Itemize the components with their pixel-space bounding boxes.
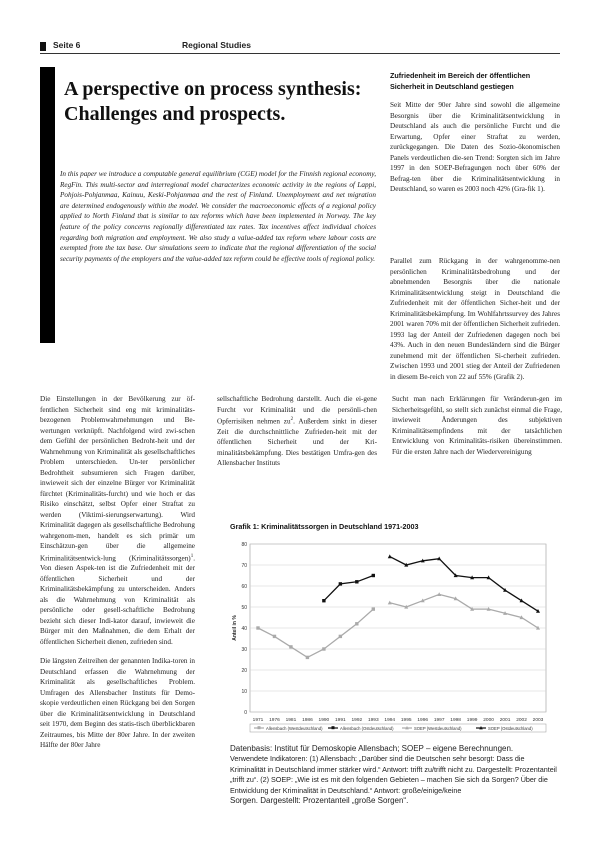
x-tick-label: 2003: [532, 718, 544, 723]
y-axis-label: Anteil in %: [232, 615, 238, 641]
col1-paragraph-1: [40, 394, 195, 647]
data-point: [339, 582, 342, 585]
x-tick-label: 1992: [351, 718, 363, 723]
data-point: [322, 647, 325, 650]
data-point: [256, 626, 259, 629]
y-tick-label: 10: [241, 689, 247, 695]
chart-title: Grafik 1: Kriminalitätssorgen in Deutschland 1971-2003: [230, 522, 419, 531]
x-tick-label: 1998: [450, 718, 461, 723]
body-column-1: [40, 394, 195, 760]
side-paragraph-1: Seit Mitte der 90er Jahre sind sowohl die allgemeine Besorgnis über die Kriminalitätsentwicklung in Deutschland als auch die persönliche Furcht und die Erwartung, Opfer einer Straftat zu werden, zurückgegangen. Die Daten des Sozio-ökonomischen Panels verdeutlichen die-sen Trend: Sorgten sich im Jahre 1997 in den SOEP-Befragungen noch über 60% der Befrag-ten über die Kriminalitätsentwicklung in Deutschland, so waren es 2003 noch 42% (Gra-fik 1).: [390, 101, 560, 193]
y-tick-label: 30: [241, 647, 247, 653]
y-tick-label: 80: [241, 542, 247, 548]
data-point: [372, 607, 375, 610]
section-label: Regional Studies: [182, 40, 251, 50]
x-tick-label: 1994: [384, 718, 396, 723]
col2-paragraph: [217, 394, 377, 469]
y-tick-label: 20: [241, 668, 247, 674]
data-point: [388, 554, 392, 558]
col1-paragraph-2: Die längsten Zeitreihen der genannten Indika-toren in Deutschland erfassen die Wahrnehmung der Kriminalität als gesellschaftliches Problem. Umfragen des Allensbacher Instituts für Demo-skopie verdeutlichen einen Rückgang bei den Sorgen über die Kriminalitätsentwicklung in Deutschland seit 1970, dem Beginn des statis-tisch überblickbaren Zeitraumes, bis Mitte der 80er Jahre. In der zweiten Hälfte der 80er Jahre: [40, 657, 195, 750]
data-point: [355, 622, 358, 625]
abstract: In this paper we introduce a computable general equilibrium (CGE) model for the Finnish regional economy, RegFin. This multi-sector and interregional model characterizes economic activity in the regions of Lappi, Pohjois-Pohjanmaa, Kainuu, Keski-Pohjanmaa and the rest of Finland. Unemployment and net migration are determined endogenously within the model. We consider the macroeconomic effects of a regional policy applied to North Finland that is similar to tax reforms which have been implemented in Norway. The key feature of the policy concerns regionally differentiated tax rates. Tax incentives affect individual choices regarding both migration and employment. We also study a value-added tax reform where labour costs are exempted from the tax base. Our simulations seem to indicate that the regional differentiation of the social security payments of the employers and the value-added tax reform could be effective tools of regional policy.: [60, 170, 376, 263]
data-point: [322, 599, 325, 602]
col1-text-b: . Von diesen Aspek-ten ist die Zufriedenheit mit der öffentlichen Sicherheit und der Kriminalitätsbekämpfung zu unterscheiden. Anders als die Wahrnehmung von Kriminalität als persönliche oder gesell-schaftliche Bedrohung bezieht sich dieser Indi-kator darauf, inwieweit die Bürger mit den Maßnahmen, die dem Erhalt der öffentlichen Sicherheit dienen, zufrieden sind.: [40, 553, 195, 646]
series-line-0: [258, 609, 373, 657]
header-rule: [40, 53, 560, 54]
title-block: [40, 67, 380, 347]
page-header: [40, 40, 560, 54]
y-tick-label: 40: [241, 626, 247, 632]
footnote-ref-2: 2: [290, 417, 294, 422]
side-paragraph-2: Parallel zum Rückgang in der wahrgenomme-nen persönlichen Kriminalitätsbedrohung und der abnehmenden Besorgnis über die nationale Kriminalitätsentwicklung steigt in Deutschland die Zufriedenheit mit der öffentlichen Sicher-heit und der Kriminalitätsbekämpfung. Im Wohlfahrtssurvey des Jahres 2001 waren 70% mit der öffentlichen Sicherheit zufrieden. 1993 lag der Anteil der Zufriedenen dagegen noch bei 43%. Auch in den neuen Bundesländern sind die Bürger zunehmend mit der öffentlichen Si-cherheit zufrieden. Zwischen 1993 und 2001 stieg der Anteil der Zufriedenen in diesem Be-reich von 22 auf 55% (Grafik 2).: [390, 257, 560, 381]
data-point: [306, 656, 309, 659]
header-marker: [40, 42, 46, 51]
caption-source: Datenbasis: Institut für Demoskopie Allensbach; SOEP – eigene Berechnungen.: [230, 744, 514, 753]
legend-label: Allensbach (Ostdeutschland): [340, 725, 394, 731]
col2-text-a: sellschaftliche Bedrohung darstellt. Auch die ei-gene Furcht vor Kriminalität und die persönli-chen Opferrisiken nehmen zu: [217, 395, 377, 426]
x-tick-label: 1990: [318, 718, 330, 723]
x-tick-label: 1991: [335, 718, 346, 723]
data-point: [273, 635, 276, 638]
x-tick-label: 1971: [252, 718, 264, 723]
y-tick-label: 60: [241, 584, 247, 590]
y-tick-label: 50: [241, 605, 247, 611]
x-tick-label: 1993: [367, 718, 379, 723]
y-tick-label: 0: [244, 710, 247, 716]
caption-tail: Sorgen. Dargestellt: Prozentanteil „große Sorgen“.: [230, 796, 409, 806]
x-tick-label: 1997: [433, 718, 445, 723]
col1-text-a: Die Einstellungen in der Bevölkerung zur öf-fentlichen Sicherheit sind eng mit kriminalitäts-bezogenen Problemwahrnehmungen und Be-wertungen verknüpft. Nachfolgend wird zwi-schen dem Gefühl der persönlichen Bedroht-heit und der Wahrnehmung von Kriminalität als gesellschaftliches Problem unterschieden. Un-ter persönlicher Bedrohtheit subsumieren sich Fragen darüber, inwieweit sich der einzelne Bürger vor Kriminalität fürchtet (Kriminalitäts-furcht) und wie hoch er das Risiko einschätzt, selbst Opfer einer Straftat zu werden (Viktimi-sierungserwartung). Wird Kriminalität dagegen als gesellschaftliche Bedrohung wahrgenom-men, handelt es sich primär um Einschätzun-gen über die allgemeine Kriminalitätsentwick-lung (Kriminalitätssorgen): [40, 395, 195, 562]
legend-marker: [258, 726, 261, 729]
x-tick-label: 2000: [483, 718, 494, 723]
title-accent-bar: [40, 67, 55, 343]
data-point: [355, 580, 358, 583]
x-tick-label: 1981: [285, 718, 297, 723]
body-column-2: [217, 394, 377, 469]
series-line-2: [390, 594, 538, 628]
data-point: [372, 574, 375, 577]
x-tick-label: 1999: [466, 718, 478, 723]
legend-label: SOEP (Westdeutschland): [414, 725, 462, 731]
col3-paragraph: Sucht man nach Erklärungen für Veränderun-gen im Sicherheitsgefühl, so stellt sich zunächst einmal die Frage, inwieweit Änderungen des subjektiven Kriminalitätsempfindens mit der tatsächlichen Entwicklung von Kriminalitäts-risiken übereinstimmen. Für die ersten Jahre nach der Wiedervereinigung: [392, 395, 562, 456]
x-tick-label: 1996: [417, 718, 429, 723]
x-tick-label: 1995: [400, 718, 412, 723]
side-heading: Zufriedenheit im Bereich der öffentlichen Sicherheit in Deutschland gestiegen: [390, 71, 531, 91]
article-title: A perspective on process synthesis: Challenges and prospects.: [64, 78, 362, 125]
body-column-3: [392, 394, 562, 457]
data-point: [339, 635, 342, 638]
legend-marker: [332, 726, 335, 729]
x-tick-label: 2002: [516, 718, 527, 723]
caption-indicators: Verwendete Indikatoren: (1) Allensbach: „Darüber sind die Deutschen sehr besorgt: Dass die Kriminalität in Deutschland immer stärker wird.“ Antwort: trifft zu/trifft nicht zu. Dargestellt: Prozentanteil „trifft zu“. (2) SOEP: „Wie ist es mit den folgenden Gebieten – machen Sie sich da Sorgen? Über die Entwicklung der Kriminalität in Deutschland.“ Antwort: große/einige/keine: [230, 754, 557, 795]
x-tick-label: 1976: [269, 718, 280, 723]
x-tick-label: 1986: [302, 718, 313, 723]
col2-text-b: . Außerdem sinkt in dieser Zeit die durchschnittliche Zufrieden-heit mit der öffentlichen Sicherheit und der Kri-minalitätsbekämpfung. Dies bestätigen Umfra-gen des Allensbacher Instituts: [217, 417, 377, 468]
line-chart: [228, 536, 562, 742]
legend-label: Allensbach (Westdeutschland): [266, 725, 323, 731]
legend-label: SOEP (Ostdeutschland): [488, 725, 533, 731]
x-tick-label: 2001: [499, 718, 511, 723]
chart-caption: [230, 744, 560, 806]
footnote-ref-1: 1: [190, 553, 194, 559]
page-number: Seite 6: [53, 40, 81, 50]
data-point: [289, 645, 292, 648]
y-tick-label: 70: [241, 563, 247, 569]
series-line-1: [324, 576, 373, 601]
